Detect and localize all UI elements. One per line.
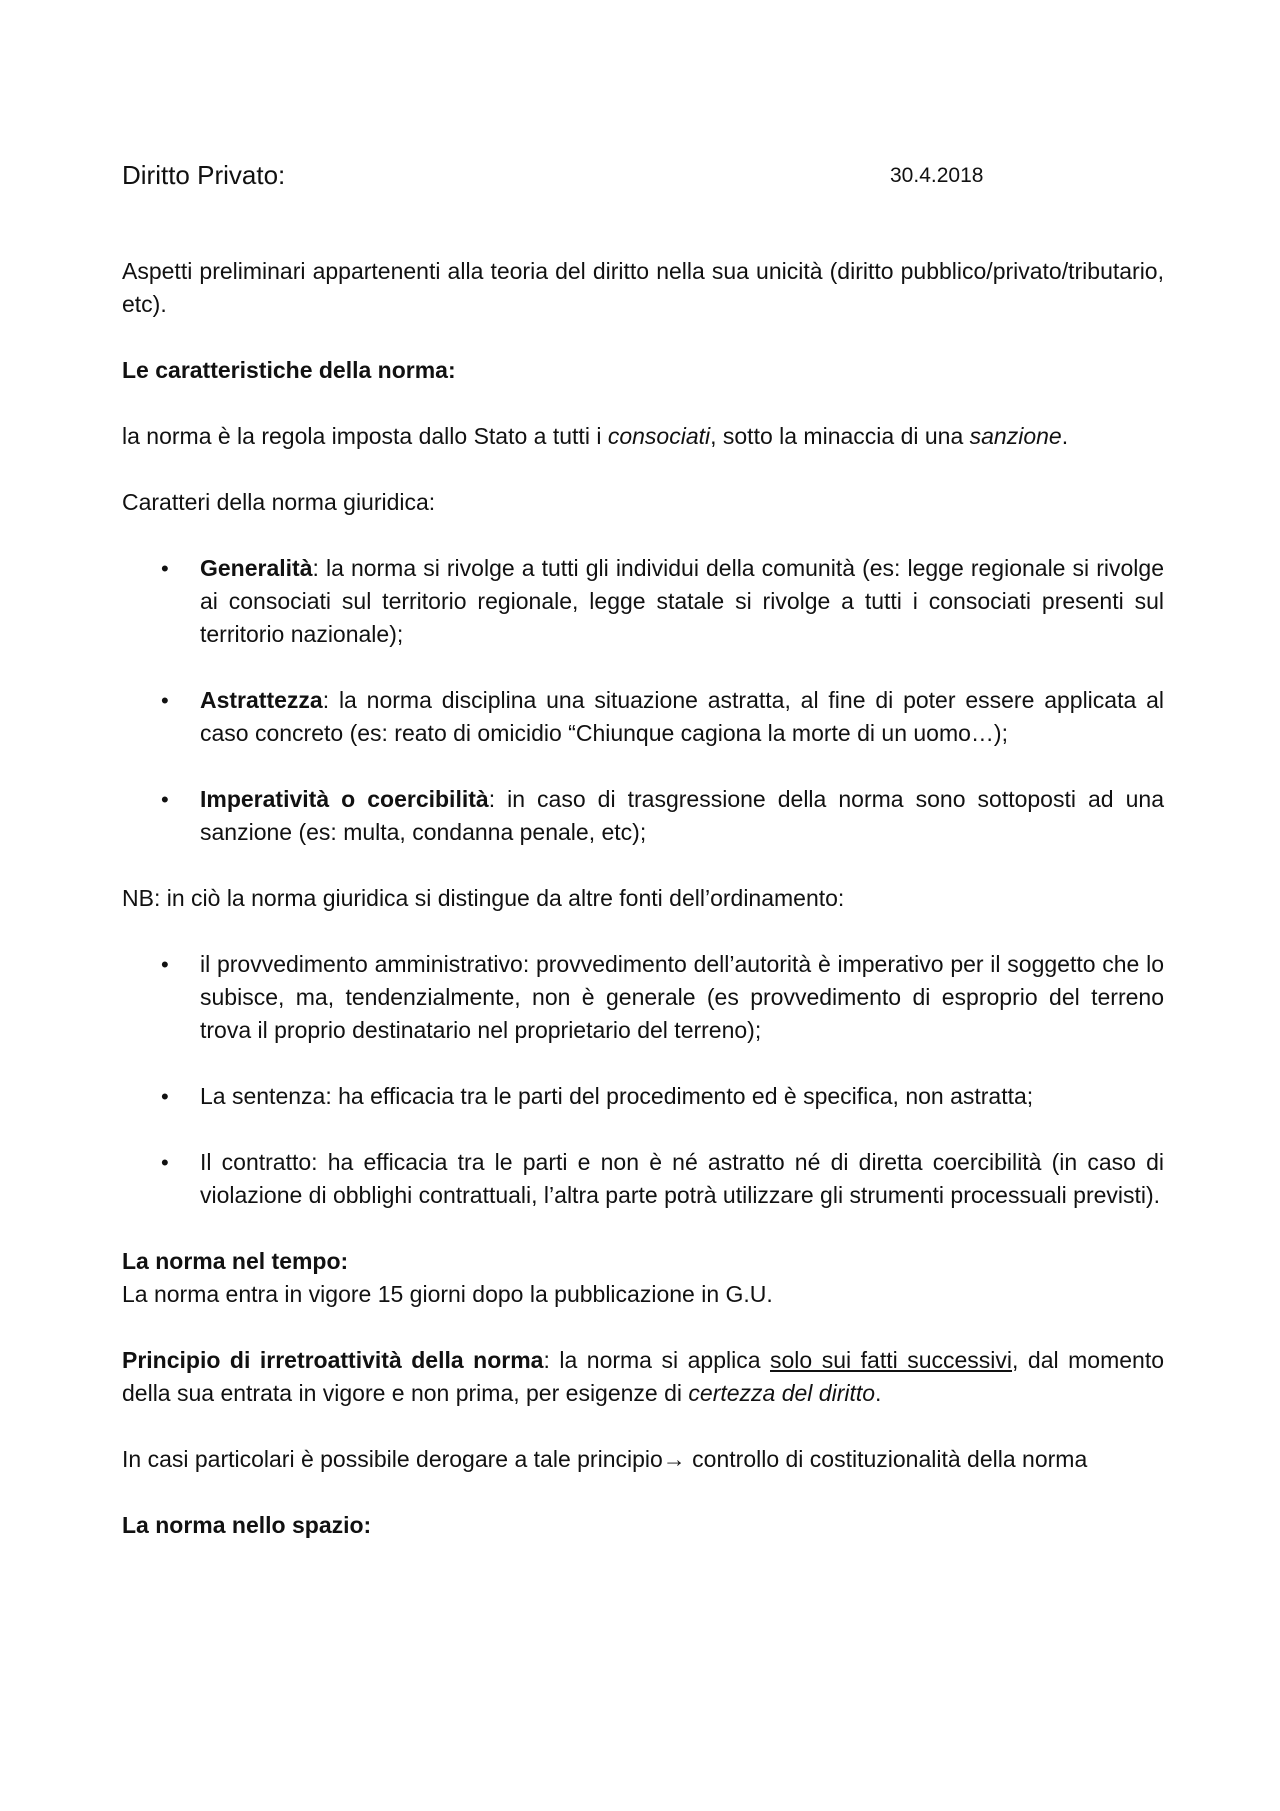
principio-text: . <box>875 1380 882 1406</box>
intro-paragraph: Aspetti preliminari appartenenti alla teoria del diritto nella sua unicità (diritto pubblico/privato/tributario, etc). <box>122 258 1164 317</box>
caratteri-list <box>122 552 1164 849</box>
bullet-icon: • <box>161 1084 169 1109</box>
document-body <box>122 255 1164 1542</box>
bullet-icon: • <box>161 1150 169 1175</box>
list-item-text: : la norma si rivolge a tutti gli individui della comunità (es: legge regionale si rivolge ai consociati sul territorio regionale, legge statale si rivolge a tutti i consociati presenti sul territorio nazionale); <box>200 555 1164 647</box>
principio-italic: certezza del diritto <box>688 1380 876 1406</box>
principio-underline: solo sui fatti successivi <box>770 1347 1013 1373</box>
list-item <box>122 1080 1164 1113</box>
section-heading-spazio: La norma nello spazio: <box>122 1512 372 1538</box>
vigore-paragraph: La norma entra in vigore 15 giorni dopo la pubblicazione in G.U. <box>122 1281 773 1307</box>
list-item <box>122 684 1164 750</box>
bullet-icon: • <box>161 556 169 581</box>
principio-term: Principio di irretroattività della norma <box>122 1347 544 1373</box>
principio-paragraph <box>122 1344 1164 1410</box>
definition-text: la norma è la regola imposta dallo Stato a tutti i <box>122 423 608 449</box>
list-item-text: il provvedimento amministrativo: provvedimento dell’autorità è imperativo per il soggetto che lo subisce, ma, tendenzialmente, non è generale (es provvedimento di esproprio del terreno trova il proprio destinatario nel proprietario del terreno); <box>200 951 1164 1043</box>
definition-italic-consociati: consociati <box>607 423 711 449</box>
caratteri-intro: Caratteri della norma giuridica: <box>122 489 436 515</box>
fonti-list <box>122 948 1164 1212</box>
list-item-text: : in caso di trasgressione della norma sono sottoposti ad una sanzione (es: multa, condanna penale, etc); <box>200 786 1165 845</box>
document-title: Diritto Privato: <box>122 160 286 190</box>
document-header <box>122 157 1164 193</box>
definition-text: , sotto la minaccia di una <box>710 423 970 449</box>
right-arrow-icon: → <box>662 1446 686 1472</box>
section-heading-tempo: La norma nel tempo: <box>122 1248 349 1274</box>
definition-italic-sanzione: sanzione <box>969 423 1062 449</box>
list-item-term: Astrattezza <box>200 687 323 713</box>
list-item-text: : la norma disciplina una situazione astratta, al fine di poter essere applicata al caso concreto (es: reato di omicidio “Chiunque cagiona la morte di un uomo…); <box>200 687 1164 746</box>
document-date: 30.4.2018 <box>890 164 984 187</box>
list-item-term: Generalità <box>200 555 313 581</box>
bullet-icon: • <box>161 787 169 812</box>
principio-text: , dal momento della sua entrata in vigore e non prima, per esigenze di <box>122 1347 1165 1406</box>
norma-definition <box>122 420 1164 453</box>
principio-text: : la norma si applica <box>543 1347 771 1373</box>
list-item-text: La sentenza: ha efficacia tra le parti del procedimento ed è specifica, non astratta; <box>200 1083 1034 1109</box>
nb-note: NB: in ciò la norma giuridica si distingue da altre fonti dell’ordinamento: <box>122 885 845 911</box>
bullet-icon: • <box>161 952 169 977</box>
list-item <box>122 552 1164 651</box>
bullet-icon: • <box>161 688 169 713</box>
section-heading-caratteristiche: Le caratteristiche della norma: <box>122 357 456 383</box>
deroga-text: controllo di costituzionalità della norma <box>685 1446 1088 1472</box>
deroga-paragraph <box>122 1443 1164 1476</box>
list-item-text: Il contratto: ha efficacia tra le parti e non è né astratto né di diretta coercibilità (in caso di violazione di obblighi contrattuali, l’altra parte potrà utilizzare gli strumenti processuali previsti). <box>200 1149 1164 1208</box>
deroga-text: In casi particolari è possibile derogare a tale principio <box>122 1446 663 1472</box>
list-item <box>122 1146 1164 1212</box>
list-item-term: Imperatività o coercibilità <box>200 786 489 812</box>
definition-text: . <box>1061 423 1069 449</box>
list-item <box>122 948 1164 1047</box>
list-item <box>122 783 1164 849</box>
